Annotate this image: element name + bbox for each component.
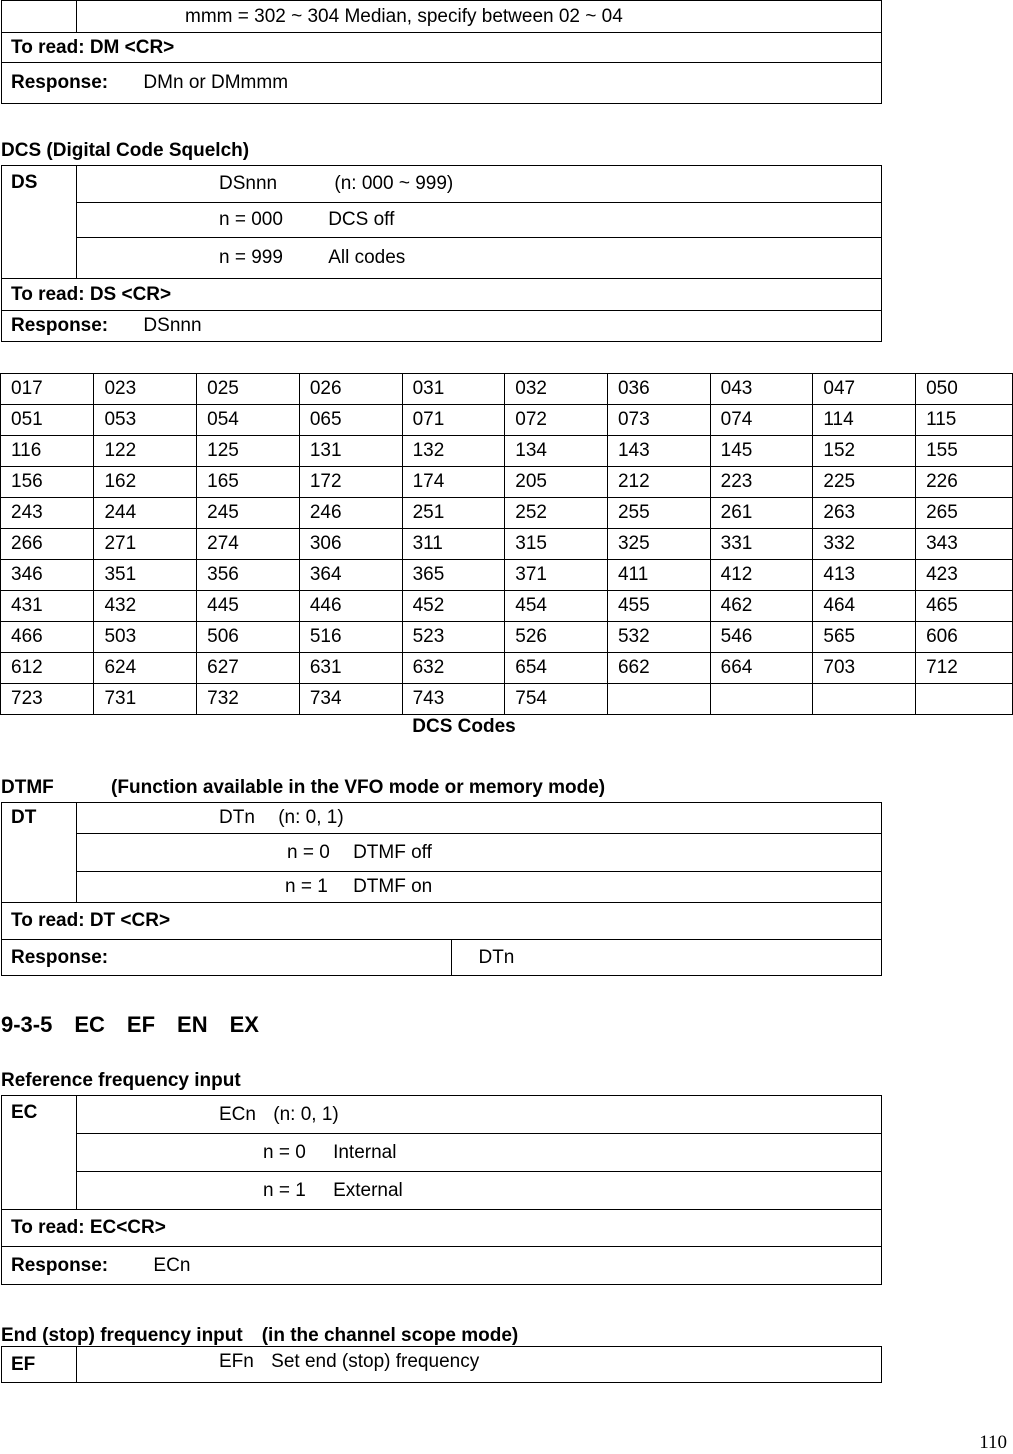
- dcs-response-value: DSnnn: [143, 315, 202, 336]
- dtmf-table: [1, 802, 882, 976]
- dcs-code-cell: 205: [505, 467, 608, 498]
- dm-line: mmm = 302 ~ 304 Median, specify between 02 ~ 04: [185, 5, 623, 27]
- dcs-code-cell: 743: [402, 684, 505, 715]
- dcs-opt2-n: n = 999: [219, 247, 283, 268]
- dcs-code-cell: 225: [813, 467, 916, 498]
- codes-row: [1, 529, 1013, 560]
- dcs-codes-caption: DCS Codes: [412, 716, 516, 737]
- dcs-code-cell: 245: [197, 498, 300, 529]
- dcs-code-cell: 115: [916, 405, 1013, 436]
- ec-response-label: Response:: [11, 1254, 109, 1276]
- dcs-code-cell: 051: [1, 405, 94, 436]
- dcs-code-cell: 523: [402, 622, 505, 653]
- dcs-code-cell: 712: [916, 653, 1013, 684]
- dcs-code-cell: [916, 684, 1013, 715]
- dcs-code-cell: 412: [710, 560, 813, 591]
- dtmf-heading-note: (Function available in the VFO mode or memory mode): [111, 777, 606, 798]
- dcs-code-cell: 053: [94, 405, 197, 436]
- dcs-code-cell: 565: [813, 622, 916, 653]
- dcs-code-cell: 526: [505, 622, 608, 653]
- codes-row: [1, 591, 1013, 622]
- dcs-code-cell: 255: [607, 498, 710, 529]
- codes-row: [1, 498, 1013, 529]
- dcs-code-cell: 411: [607, 560, 710, 591]
- dtmf-opt1-n: n = 0: [287, 841, 330, 863]
- dcs-code-cell: 026: [299, 374, 402, 405]
- dcs-code-cell: 654: [505, 653, 608, 684]
- dcs-code-cell: 732: [197, 684, 300, 715]
- ec-read: To read: EC<CR>: [2, 1210, 882, 1247]
- ec-opt1-desc: Internal: [333, 1141, 397, 1163]
- dcs-codes-table: [0, 373, 1013, 715]
- dcs-code-cell: 306: [299, 529, 402, 560]
- dcs-code-cell: 116: [1, 436, 94, 467]
- dm-table: [1, 0, 882, 104]
- dcs-code-cell: 266: [1, 529, 94, 560]
- dcs-code-cell: 050: [916, 374, 1013, 405]
- dcs-code-cell: 174: [402, 467, 505, 498]
- dcs-code-cell: 365: [402, 560, 505, 591]
- codes-row: [1, 560, 1013, 591]
- dcs-code-cell: 754: [505, 684, 608, 715]
- dtmf-heading: [1, 777, 605, 799]
- dcs-code-cell: 226: [916, 467, 1013, 498]
- dcs-code-cell: 364: [299, 560, 402, 591]
- dcs-code-cell: 664: [710, 653, 813, 684]
- dcs-code-cell: 073: [607, 405, 710, 436]
- ec-range: (n: 0, 1): [273, 1103, 339, 1125]
- dcs-code-cell: 032: [505, 374, 608, 405]
- dcs-table: [1, 165, 882, 342]
- dtmf-response-label: Response:: [2, 940, 452, 976]
- dtmf-cmd: DT: [2, 803, 77, 903]
- dcs-code-cell: 734: [299, 684, 402, 715]
- dcs-code-cell: 371: [505, 560, 608, 591]
- dcs-code-cell: 172: [299, 467, 402, 498]
- dcs-code-cell: 156: [1, 467, 94, 498]
- dcs-code-cell: 122: [94, 436, 197, 467]
- dcs-code-cell: 546: [710, 622, 813, 653]
- dcs-code-cell: 325: [607, 529, 710, 560]
- dcs-code-cell: 251: [402, 498, 505, 529]
- dcs-code-cell: 612: [1, 653, 94, 684]
- dcs-code-cell: 423: [916, 560, 1013, 591]
- dtmf-range: (n: 0, 1): [278, 807, 344, 828]
- dcs-code-cell: 454: [505, 591, 608, 622]
- dcs-code-cell: 265: [916, 498, 1013, 529]
- codes-row: [1, 436, 1013, 467]
- dm-response-value: DMn or DMmmm: [143, 72, 289, 93]
- dcs-response-label: Response:: [11, 315, 109, 336]
- dcs-code-cell: 723: [1, 684, 94, 715]
- ec-opt1-n: n = 0: [263, 1141, 306, 1163]
- dcs-code-cell: 152: [813, 436, 916, 467]
- dcs-code-cell: 452: [402, 591, 505, 622]
- dcs-read: To read: DS <CR>: [2, 279, 882, 311]
- dcs-heading: DCS (Digital Code Squelch): [1, 140, 250, 161]
- codes-row: [1, 622, 1013, 653]
- dcs-format: DSnnn: [219, 173, 278, 194]
- dtmf-opt1-desc: DTMF off: [353, 841, 432, 863]
- dcs-opt1-n: n = 000: [219, 209, 283, 230]
- dcs-code-cell: 465: [916, 591, 1013, 622]
- dcs-opt2-desc: All codes: [328, 247, 406, 268]
- dcs-code-cell: 165: [197, 467, 300, 498]
- dcs-code-cell: 261: [710, 498, 813, 529]
- dcs-code-cell: 331: [710, 529, 813, 560]
- ec-table: [1, 1095, 882, 1285]
- ec-heading: Reference frequency input: [1, 1070, 241, 1091]
- dcs-code-cell: 627: [197, 653, 300, 684]
- dcs-code-cell: 031: [402, 374, 505, 405]
- dcs-code-cell: [813, 684, 916, 715]
- ef-format: EFn: [219, 1351, 254, 1372]
- dcs-code-cell: 446: [299, 591, 402, 622]
- dcs-code-cell: 054: [197, 405, 300, 436]
- dcs-code-cell: 462: [710, 591, 813, 622]
- dcs-code-cell: 311: [402, 529, 505, 560]
- dcs-code-cell: 162: [94, 467, 197, 498]
- dcs-code-cell: 315: [505, 529, 608, 560]
- page-number: 110: [979, 1432, 1007, 1453]
- dcs-code-cell: 606: [916, 622, 1013, 653]
- dm-response-label: Response:: [11, 72, 109, 93]
- dtmf-opt2-n: n = 1: [285, 876, 328, 897]
- dcs-code-cell: 632: [402, 653, 505, 684]
- dcs-code-cell: 071: [402, 405, 505, 436]
- dcs-code-cell: 432: [94, 591, 197, 622]
- dtmf-read: To read: DT <CR>: [2, 903, 882, 940]
- dcs-code-cell: 624: [94, 653, 197, 684]
- codes-row: [1, 405, 1013, 436]
- dcs-code-cell: [607, 684, 710, 715]
- dcs-code-cell: 134: [505, 436, 608, 467]
- dcs-code-cell: 244: [94, 498, 197, 529]
- dcs-code-cell: 263: [813, 498, 916, 529]
- dcs-code-cell: 132: [402, 436, 505, 467]
- dcs-code-cell: 072: [505, 405, 608, 436]
- dcs-code-cell: 212: [607, 467, 710, 498]
- dcs-code-cell: 065: [299, 405, 402, 436]
- codes-row: [1, 684, 1013, 715]
- dcs-code-cell: 074: [710, 405, 813, 436]
- dcs-code-cell: 017: [1, 374, 94, 405]
- dcs-code-cell: 131: [299, 436, 402, 467]
- dcs-code-cell: 125: [197, 436, 300, 467]
- dcs-code-cell: 351: [94, 560, 197, 591]
- codes-row: [1, 374, 1013, 405]
- dcs-cmd: DS: [2, 166, 77, 279]
- dcs-code-cell: 243: [1, 498, 94, 529]
- dtmf-response-value: DTn: [452, 940, 882, 976]
- dcs-code-cell: 703: [813, 653, 916, 684]
- codes-row: [1, 653, 1013, 684]
- dcs-code-cell: 445: [197, 591, 300, 622]
- codes-row: [1, 467, 1013, 498]
- dcs-code-cell: 036: [607, 374, 710, 405]
- dcs-code-cell: 223: [710, 467, 813, 498]
- dcs-code-cell: 413: [813, 560, 916, 591]
- dcs-code-cell: 731: [94, 684, 197, 715]
- dcs-code-cell: 246: [299, 498, 402, 529]
- dcs-code-cell: 506: [197, 622, 300, 653]
- dcs-code-cell: 466: [1, 622, 94, 653]
- dcs-code-cell: 431: [1, 591, 94, 622]
- ec-opt2-desc: External: [333, 1179, 403, 1201]
- ec-format: ECn: [219, 1103, 256, 1125]
- dcs-code-cell: 274: [197, 529, 300, 560]
- ec-opt2-n: n = 1: [263, 1179, 306, 1201]
- dtmf-format: DTn: [219, 807, 255, 828]
- dcs-code-cell: 143: [607, 436, 710, 467]
- dcs-code-cell: 356: [197, 560, 300, 591]
- dcs-code-cell: [710, 684, 813, 715]
- dcs-code-cell: 332: [813, 529, 916, 560]
- section-title: 9-3-5 EC EF EN EX: [1, 1012, 259, 1037]
- dcs-opt1-desc: DCS off: [328, 209, 395, 230]
- dcs-code-cell: 346: [1, 560, 94, 591]
- dcs-code-cell: 023: [94, 374, 197, 405]
- ef-desc: Set end (stop) frequency: [271, 1351, 480, 1372]
- dcs-code-cell: 145: [710, 436, 813, 467]
- dcs-code-cell: 503: [94, 622, 197, 653]
- dcs-code-cell: 662: [607, 653, 710, 684]
- dcs-code-cell: 271: [94, 529, 197, 560]
- dcs-code-cell: 455: [607, 591, 710, 622]
- ef-heading: End (stop) frequency input (in the channel scope mode): [1, 1325, 519, 1346]
- dtmf-opt2-desc: DTMF on: [353, 876, 433, 897]
- dtmf-heading-name: DTMF: [1, 777, 54, 798]
- ef-cmd: EF: [2, 1347, 77, 1383]
- dcs-code-cell: 516: [299, 622, 402, 653]
- dcs-code-cell: 114: [813, 405, 916, 436]
- ef-table: [1, 1346, 882, 1383]
- dcs-code-cell: 047: [813, 374, 916, 405]
- dcs-code-cell: 043: [710, 374, 813, 405]
- ec-response-value: ECn: [153, 1254, 191, 1276]
- dm-read: To read: DM <CR>: [2, 33, 882, 63]
- dcs-code-cell: 155: [916, 436, 1013, 467]
- dcs-code-cell: 343: [916, 529, 1013, 560]
- dcs-code-cell: 252: [505, 498, 608, 529]
- dcs-code-cell: 631: [299, 653, 402, 684]
- dcs-code-cell: 532: [607, 622, 710, 653]
- ec-cmd: EC: [2, 1096, 77, 1210]
- dcs-code-cell: 464: [813, 591, 916, 622]
- dcs-code-cell: 025: [197, 374, 300, 405]
- dcs-range: (n: 000 ~ 999): [334, 173, 454, 194]
